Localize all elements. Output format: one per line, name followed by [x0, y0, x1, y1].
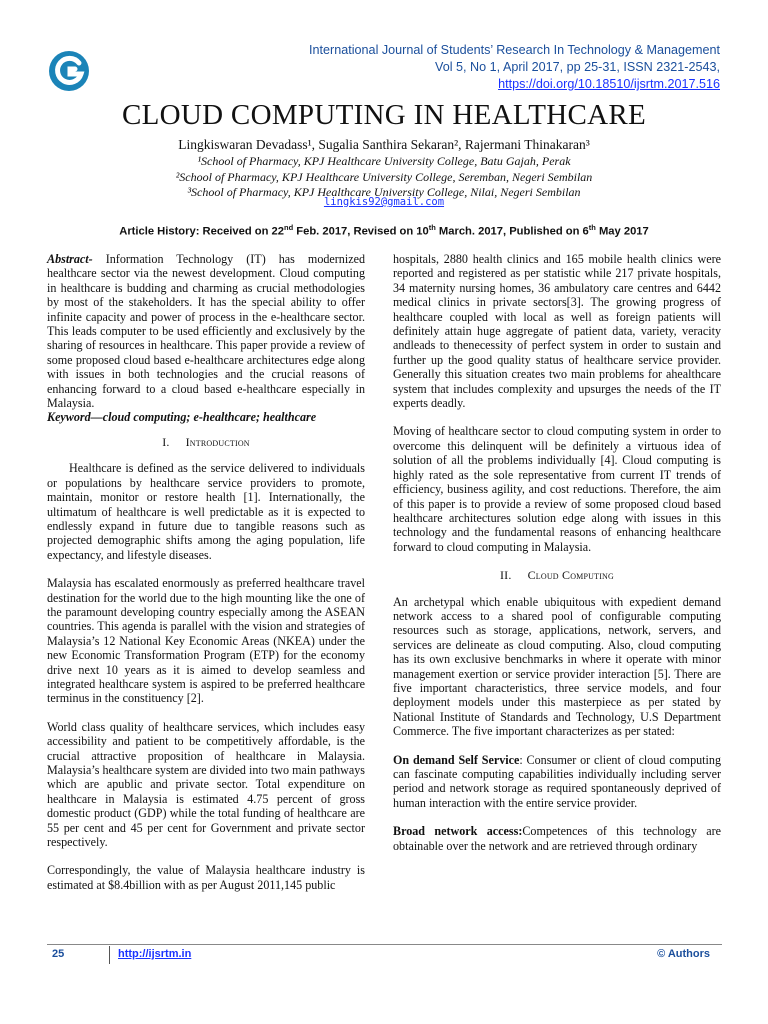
section-heading-cloud-computing: II. Cloud Computing [499, 568, 615, 583]
journal-header [309, 42, 720, 93]
intro-paragraph-3: World class quality of healthcare services, which includes easy accessibility and patient to be competitively affordable, is the crucial attractive proposition of healthcare in Malaysia. Malaysia’s healthcare system are divided into two main pathways which are apublic and private sector. Total expenditure on healthcare in Malaysia is estimated 4.75 percent of gross domestic product (GDP) while the total funding of healthcare are 55 per cent and 45 per cent for Government and private sector respectively. [47, 719, 365, 850]
abstract [47, 252, 365, 410]
affiliation-3: ³School of Pharmacy, KPJ Healthcare University College, Nilai, Negeri Sembilan [187, 185, 581, 199]
abstract-text: Information Technology (IT) has modernized healthcare sector via the newest development. Cloud computing in healthcare is budding and charming as crucial methodologies by most of the stakeholders. It has the special ability to offer infinite capacity and power of process in the e-healthcare sector. This leads computer to be used efficiently and exclusively by the sharing of resources in healthcare. This paper provide a review of some proposed cloud based e-healthcare architectures edge along with issues in both technologies and the crucial reasons of enhancing forward to a cloud based e-healthcare especially in Malaysia. [47, 252, 365, 411]
intro-paragraph-4: Correspondingly, the value of Malaysia healthcare industry is estimated at $8.4billion with as per August 2011,145 public [47, 863, 365, 892]
intro-paragraph-1: Healthcare is defined as the service delivered to individuals or populations by healthcare service providers to promote, maintain, monitor or restore health [1]. Internationally, the ultimatum of healthcare is well predictable as it is expected to endlessly expand in future due to tangible reasons such as projected demographic shifts among the aging population, life expectancy, and lifestyle diseases. [47, 461, 365, 562]
right-paragraph-2: Moving of healthcare sector to cloud computing system in order to overcome this delinquent will be definitely a virtuous idea of solution of all the problems individually [4]. Cloud computing is highly rated as the sole representative from current IT trends of efficiency, business agility, and cost reductions. Therefore, the aim of this paper is to provide a review of some proposed cloud based healthcare architectures solution edge along with issues in this technology and the fundamental reasons of enhancing healthcare forward to cloud computing in Malaysia. [393, 424, 721, 554]
left-column [47, 252, 365, 906]
journal-site-link[interactable]: http://ijsrtm.in [118, 948, 192, 960]
author-list: Lingkiswaran Devadass¹, Sugalia Santhira Sekaran², Rajermani Thinakaran³ [178, 137, 590, 152]
section-heading-introduction: I. Introduction [162, 434, 250, 449]
abstract-label: Abstract- [47, 252, 93, 266]
copyright-notice: © Authors [657, 948, 710, 960]
intro-paragraph-2: Malaysia has escalated enormously as preferred healthcare travel destination for the world due to the high mounting like the one of the paramount developing country especially among the ASEAN countries. This agenda is parallel with the vision and strategies of Malaysia’s 12 National Key Economic Areas (NKEA) under the new Economic Transformation Program (ETP) for the economy drive next 10 years as it is aimed to develop seamless and integrated healthcare system is aspired to be preferred healthcare terminus in the constituency [2]. [47, 576, 365, 706]
on-demand-label: On demand Self Service [393, 752, 520, 767]
affiliation-1: ¹School of Pharmacy, KPJ Healthcare University College, Batu Gajah, Perak [197, 154, 571, 168]
author-email[interactable]: lingkis92@gmail.com [323, 196, 445, 208]
footer-separator [109, 946, 110, 964]
page-number: 25 [52, 948, 65, 960]
affiliation-2: ²School of Pharmacy, KPJ Healthcare University College, Seremban, Negeri Sembilan [175, 169, 593, 184]
affiliations [0, 154, 768, 201]
on-demand-paragraph: On demand Self Service: Consumer or client of cloud computing can fascinate computing capabilities individually including server period and network storage as required spontaneously deprived of human interaction with the entire service provider. [393, 752, 721, 810]
broad-network-label: Broad network access: [393, 824, 523, 839]
volume-info: Vol 5, No 1, April 2017, pp 25-31, ISSN 2321-2543, [435, 60, 720, 74]
journal-logo-icon [48, 50, 90, 92]
right-column [393, 252, 721, 867]
article-history: Article History: Received on 22nd Feb. 2017, Revised on 10th March. 2017, Published on 6th May 2017 [119, 223, 649, 238]
doi-link[interactable]: https://doi.org/10.18510/ijsrtm.2017.516 [498, 77, 720, 91]
journal-name: International Journal of Students’ Research In Technology & Management [309, 43, 720, 57]
cloud-paragraph-1: An archetypal which enable ubiquitous with expedient demand network access to a shared pool of configurable computing resources such as storage, applications, network, servers, and services are delineate as cloud computing. Also, cloud computing has its own exclusive benchmarks in where it operate with minor management exertion or service provider interaction [5]. There are five important characteristics, three service models, and four deployment models under this masterpiece as per stated by National Institute of Standards and Technology, U.S Department Commerce. The five important characterizes as per stated: [393, 594, 721, 739]
keywords: Keyword—cloud computing; e-healthcare; healthcare [47, 410, 317, 425]
footer-divider [47, 944, 722, 945]
right-paragraph-1: hospitals, 2880 health clinics and 165 mobile health clinics were reported and registered as per statistic while 217 private hospitals, 34 maternity nursing homes, 36 ambulatory care centres and 6442 medical clinics in private sectors[3]. The growing progress of healthcare coupled with local as well as foreign patients will definitely attain huge aggregate of patient data, variety, veracity andleads to thenecessity of perfect system in order to sustain and further up the good quality status of healthcare service provider. Generally this situation creates two main problems for ahealthcare system that includes complexity and upsurges the needs of the IT experts deadly. [393, 252, 721, 411]
broad-network-paragraph: Broad network access:Competences of this technology are obtainable over the network and are retrieved through ordinary [393, 824, 722, 853]
paper-title: CLOUD COMPUTING IN HEALTHCARE [122, 99, 646, 131]
